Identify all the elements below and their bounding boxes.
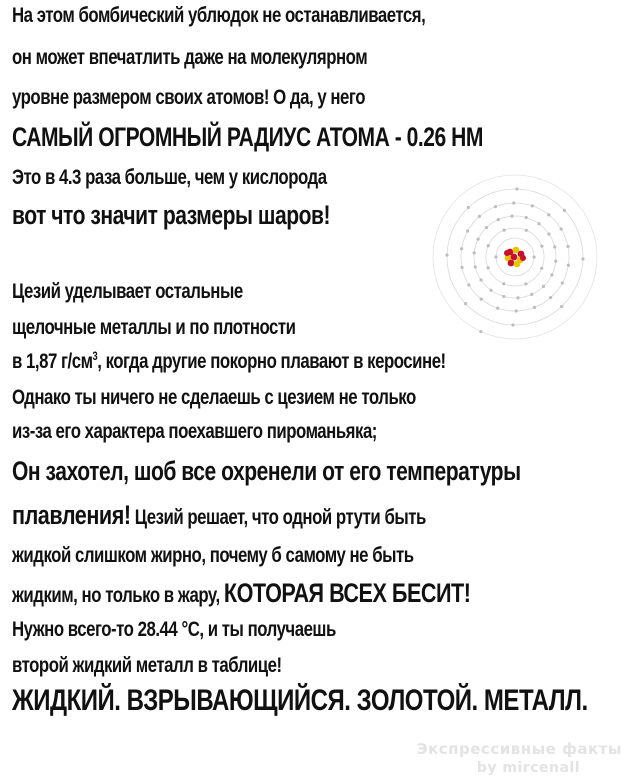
electron-dot — [515, 187, 518, 190]
electron-dot — [561, 281, 564, 284]
electron-dot — [563, 209, 566, 212]
electron-dot — [467, 283, 470, 286]
electron-dot — [515, 309, 518, 312]
electron-dot — [487, 266, 490, 269]
nucleus — [504, 246, 526, 268]
text-line-7: Цезий уделывает остальные — [12, 280, 243, 303]
text-line-17: второй жидкий металл в таблице! — [12, 654, 282, 677]
electron-dot — [503, 229, 506, 232]
electron-dot — [516, 296, 519, 299]
electron-dot — [542, 285, 545, 288]
electron-dot — [460, 247, 463, 250]
electron-dot — [510, 215, 513, 218]
electron-dot — [496, 307, 499, 310]
electron-dot — [487, 244, 490, 247]
electron-dot — [467, 206, 470, 209]
electron-dot — [554, 260, 557, 263]
electron-dot — [525, 216, 528, 219]
electron-dot — [553, 245, 556, 248]
density-value: в 1,87 г/см — [12, 350, 93, 373]
text-line-12: Он захотел, шоб все охренели от его температуры — [12, 456, 521, 486]
electron-dot — [502, 295, 505, 298]
text-line-11: из-за его характера поехавшего пироманьяка; — [12, 420, 377, 443]
text-line-15-a: жидким, но только в жару, — [12, 584, 224, 607]
text-line-4: САМЫЙ ОГРОМНЫЙ РАДИУС АТОМА - 0.26 НМ — [12, 122, 483, 152]
electron-dot — [479, 278, 482, 281]
electron-dot — [581, 257, 584, 260]
electron-dot — [549, 296, 552, 299]
text-line-14: жидкой слишком жирно, почему б самому не быть — [12, 544, 414, 567]
electron-dot — [445, 253, 448, 256]
electron-dot — [497, 218, 500, 221]
electron-dot — [489, 289, 492, 292]
density-rest: , когда другие покорно плавают в керосине! — [97, 350, 446, 373]
electron-dot — [464, 302, 467, 305]
electron-dot — [473, 251, 476, 254]
text-line-1: На этом бомбический ублюдок не останавливается, — [12, 4, 426, 27]
electron-dot — [474, 265, 477, 268]
electron-dot — [537, 222, 540, 225]
watermark-line-1: Экспрессивные факты — [416, 740, 622, 758]
text-line-5: Это в 4.3 раза больше, чем у кислорода — [12, 166, 327, 189]
electron-dot — [530, 293, 533, 296]
electron-dot — [566, 245, 569, 248]
text-line-10: Однако ты ничего не сделаешь с цезием не только — [12, 386, 416, 409]
text-line-8: щелочные металлы и по плотности — [12, 316, 296, 339]
electron-dot — [494, 205, 497, 208]
electron-dot — [560, 305, 563, 308]
electron-dot — [477, 238, 480, 241]
electron-dot — [502, 282, 505, 285]
text-line-9 — [12, 350, 446, 374]
electron-dot — [525, 229, 528, 232]
watermark-line-2: by mircenall — [476, 760, 580, 776]
electron-dot — [560, 227, 563, 230]
text-line-16: Нужно всего-то 28.44 °C, и ты получаешь — [12, 618, 336, 641]
cesium-atom-illustration — [430, 172, 600, 342]
electron-dot — [460, 266, 463, 269]
text-line-18: ЖИДКИЙ. ВЗРЫВАЮЩИЙСЯ. ЗОЛОТОЙ. МЕТАЛЛ. — [12, 684, 588, 717]
text-line-6: вот что значит размеры шаров! — [12, 200, 331, 230]
electron-dot — [512, 201, 515, 204]
electron-dot — [485, 226, 488, 229]
electron-dot — [533, 306, 536, 309]
text-line-3: уровне размером своих атомов! О да, у него — [12, 86, 366, 109]
electron-dot — [466, 229, 469, 232]
electron-dot — [532, 255, 535, 258]
electron-dot — [479, 330, 482, 333]
electron-dot — [540, 245, 543, 248]
electron-dot — [531, 204, 534, 207]
electron-dot — [567, 264, 570, 267]
electron-dot — [524, 282, 527, 285]
electron-dot — [478, 215, 481, 218]
electron-dot — [494, 255, 497, 258]
electron-dot — [550, 273, 553, 276]
text-line-13-rest: Цезий решает, что одной ртути быть — [130, 506, 426, 529]
text-line-13 — [12, 500, 426, 531]
electron-dot — [540, 267, 543, 270]
electron-dot — [511, 323, 514, 326]
melting-word: плавления! — [12, 500, 131, 530]
text-line-2: он может впечатлить даже на молекулярном — [12, 46, 368, 69]
electron-dot — [547, 232, 550, 235]
text-line-15 — [12, 578, 470, 609]
electron-dot — [547, 213, 550, 216]
density-exponent: 3 — [92, 351, 98, 363]
electron-dot — [480, 298, 483, 301]
text-line-15-b: КОТОРАЯ ВСЕХ БЕСИТ! — [223, 578, 471, 608]
